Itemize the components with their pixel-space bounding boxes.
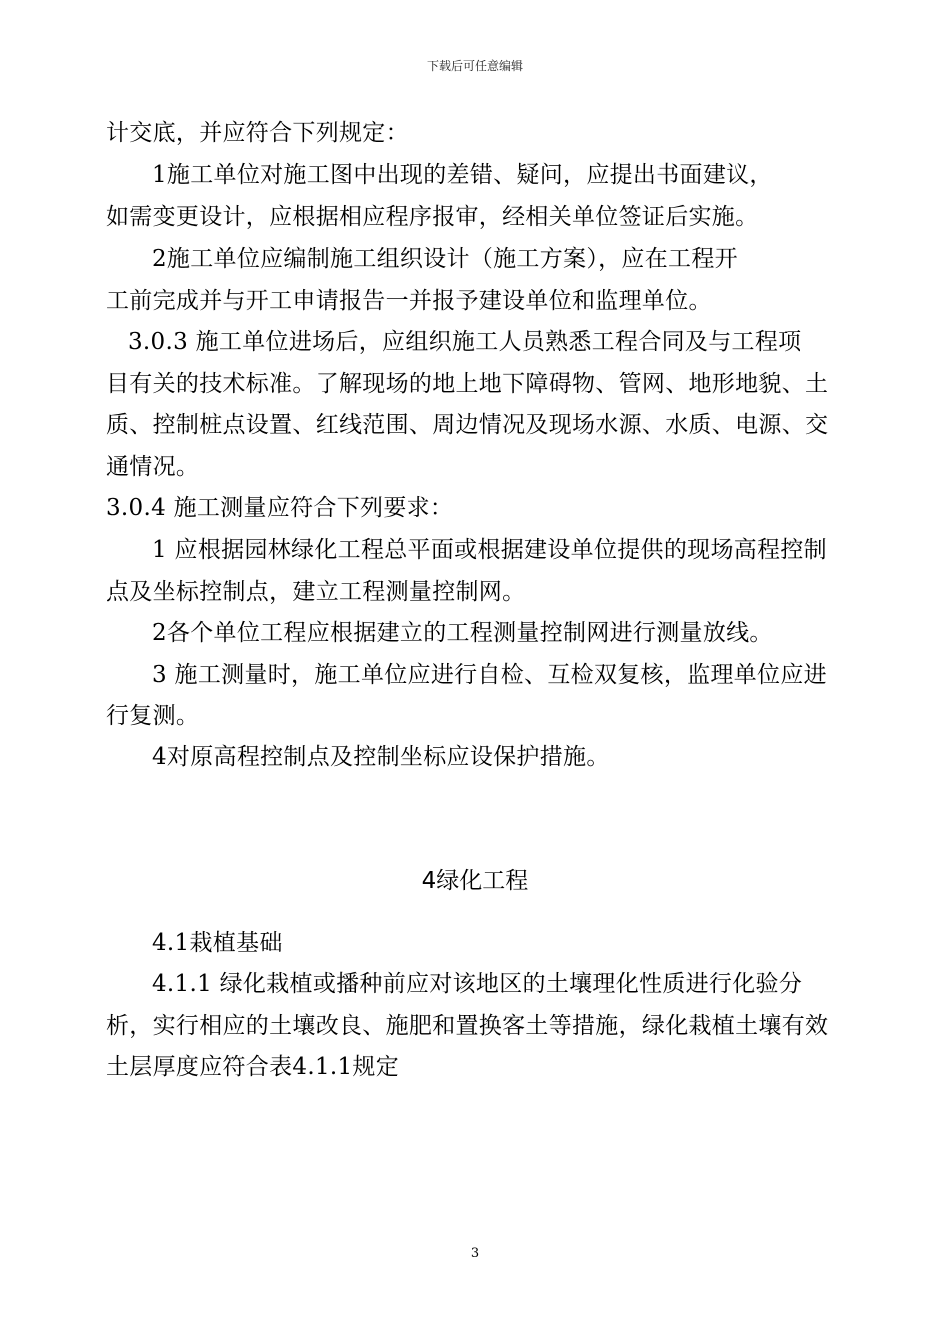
page-number: 3 (470, 1246, 480, 1261)
body-line: 计交底，并应符合下列规定： (106, 120, 409, 146)
body-line: 3.0.3 施工单位进场后，应组织施工人员熟悉工程合同及与工程项 (128, 329, 802, 355)
body-line: 1 应根据园林绿化工程总平面或根据建设单位提供的现场高程控制 (152, 537, 827, 563)
body-line: 点及坐标控制点，建立工程测量控制网。 (106, 579, 526, 605)
body-line: 4对原高程控制点及控制坐标应设保护措施。 (152, 744, 610, 770)
body-line: 3.0.4 施工测量应符合下列要求： (106, 495, 454, 521)
subsection-title: 4.1栽植基础 (152, 930, 283, 956)
body-line: 行复测。 (106, 703, 200, 729)
body-line: 2施工单位应编制施工组织设计（施工方案），应在工程开 (152, 246, 738, 272)
body-line: 通情况。 (106, 454, 200, 480)
body-line: 如需变更设计，应根据相应程序报审，经相关单位签证后实施。 (106, 204, 759, 230)
body-line: 土层厚度应符合表4.1.1规定 (106, 1054, 400, 1080)
page-header: 下载后可任意编辑 (426, 59, 523, 73)
body-line: 工前完成并与开工申请报告一并报予建设单位和监理单位。 (106, 288, 712, 314)
body-line: 析，实行相应的土壤改良、施肥和置换客土等措施，绿化栽植土壤有效 (106, 1013, 829, 1039)
body-line: 1施工单位对施工图中出现的差错、疑问，应提出书面建议， (152, 162, 773, 188)
section-heading: 4绿化工程 (421, 868, 529, 894)
body-line: 质、控制桩点设置、红线范围、周边情况及现场水源、水质、电源、交 (106, 412, 829, 438)
body-line: 2各个单位工程应根据建立的工程测量控制网进行测量放线。 (152, 620, 773, 646)
body-line: 目有关的技术标准。了解现场的地上地下障碍物、管网、地形地貌、土 (106, 371, 829, 397)
body-line: 3 施工测量时，施工单位应进行自检、互检双复核，监理单位应进 (152, 662, 827, 688)
body-line: 4.1.1 绿化栽植或播种前应对该地区的土壤理化性质进行化验分 (152, 971, 803, 997)
